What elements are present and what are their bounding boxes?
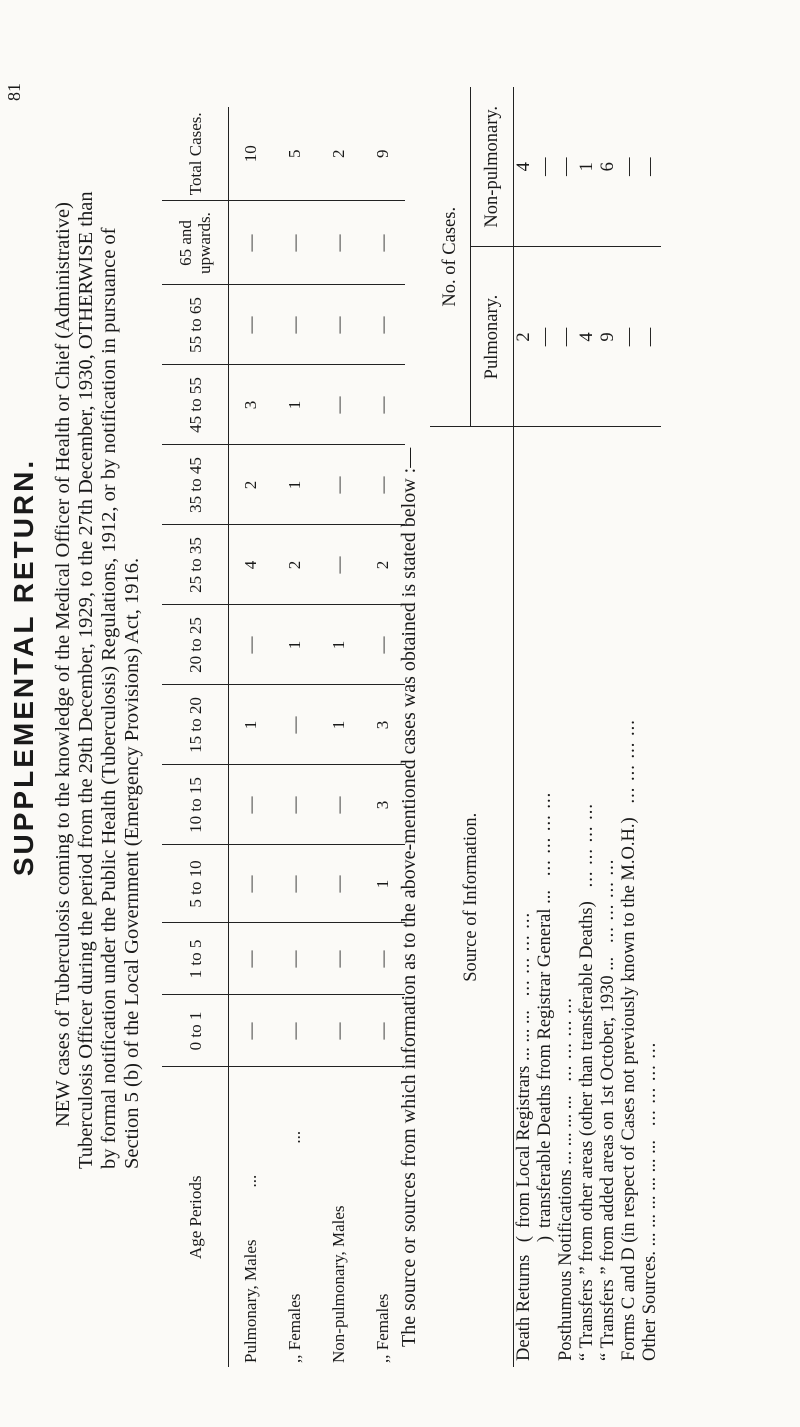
row-label: Non-pulmonary, Males: [329, 1205, 348, 1363]
age-col-header: 15 to 20: [162, 685, 229, 765]
table-row: [535, 87, 556, 1367]
table-cell: 2: [317, 107, 361, 201]
table-cell: —: [361, 995, 405, 1067]
pulmonary-count: —: [556, 247, 577, 427]
pulmonary-count: 9: [598, 247, 619, 427]
source-table: [430, 87, 661, 1367]
table-cell: —: [229, 995, 274, 1067]
table-cell: —: [273, 765, 317, 845]
table-cell: 1: [317, 605, 361, 685]
table-cell: 1: [361, 845, 405, 923]
intro-line: Section 5 (b) of the Local Government (Emergency Provisions) Act, 1916.: [121, 557, 143, 1169]
page-number: 81: [4, 83, 24, 101]
table-row: [317, 107, 361, 1367]
pulmonary-count: 4: [577, 247, 598, 427]
table-row: [514, 87, 536, 1367]
table-cell: —: [317, 525, 361, 605]
table-cell: —: [229, 201, 274, 285]
table-cell: —: [229, 285, 274, 365]
pulmonary-count: —: [619, 247, 640, 427]
table-row: [598, 87, 619, 1367]
table-cell: —: [361, 445, 405, 525]
table-cell: —: [361, 365, 405, 445]
table-cell: —: [361, 285, 405, 365]
age-col-header: 35 to 45: [162, 445, 229, 525]
table-cell: 3: [361, 765, 405, 845]
table-cell: —: [273, 845, 317, 923]
table-cell: 4: [229, 525, 274, 605]
pulmonary-count: 2: [514, 247, 536, 427]
source-label: )transferable Deaths from Registrar General ... ... ... ... ...: [535, 427, 556, 1367]
table-row: [640, 87, 661, 1367]
nonpulmonary-count: —: [556, 157, 576, 176]
table-cell: —: [273, 685, 317, 765]
table-row: [229, 107, 274, 1367]
table-cell: —: [273, 923, 317, 995]
table-cell: 2: [229, 445, 274, 525]
intro-line: Tuberculosis Officer during the period from the 29th December, 1929, to the 27th December, 1930, OTHERWISE than: [75, 191, 97, 1169]
nonpulmonary-count: —: [640, 157, 660, 176]
age-corner-header: Age Periods: [162, 1067, 229, 1367]
age-col-header: 0 to 1: [162, 995, 229, 1067]
table-cell: —: [361, 605, 405, 685]
table-cell: 5: [273, 107, 317, 201]
source-label: Forms C and D (in respect of Cases not previously known to the M.O.H.) ... ... ... ...: [619, 427, 640, 1367]
source-header: Source of Information.: [430, 427, 514, 1367]
age-col-header: 10 to 15: [162, 765, 229, 845]
table-row: [577, 87, 598, 1367]
table-cell: 2: [273, 525, 317, 605]
age-col-header: Total Cases.: [162, 107, 229, 201]
table-cell: —: [317, 923, 361, 995]
age-col-header: 25 to 35: [162, 525, 229, 605]
age-col-header: 55 to 65: [162, 285, 229, 365]
page-title: SUPPLEMENTAL RETURN.: [8, 457, 39, 877]
row-label: ,, Females: [373, 1293, 392, 1363]
nonpulmonary-header: Non-pulmonary.: [481, 105, 502, 228]
age-col-header: 1 to 5: [162, 923, 229, 995]
table-row: [556, 87, 577, 1367]
age-header-row: [162, 107, 229, 1367]
table-cell: 1: [229, 685, 274, 765]
age-period-table: [162, 107, 405, 1367]
row-label: Pulmonary, Males...: [241, 1174, 260, 1363]
table-cell: 1: [273, 605, 317, 685]
nonpulmonary-count: 1: [577, 162, 597, 172]
intro-paragraph: [52, 119, 144, 1169]
table-row: [619, 87, 640, 1367]
table-cell: —: [317, 201, 361, 285]
table-cell: —: [317, 445, 361, 525]
nonpulmonary-count: —: [619, 157, 639, 176]
age-col-header: 5 to 10: [162, 845, 229, 923]
table-cell: —: [229, 605, 274, 685]
table-cell: 1: [317, 685, 361, 765]
table-cell: —: [317, 845, 361, 923]
table-cell: —: [317, 765, 361, 845]
nonpulmonary-count: 6: [598, 162, 618, 172]
table-cell: 9: [361, 107, 405, 201]
pulmonary-count: —: [640, 247, 661, 427]
table-cell: —: [273, 995, 317, 1067]
source-label: Posthumous Notifications ... ... ... ... ... ... ... ...: [556, 427, 577, 1367]
table-cell: —: [229, 845, 274, 923]
pulmonary-header: Pulmonary.: [471, 247, 514, 427]
cases-header: No. of Cases.: [430, 87, 471, 427]
table-cell: —: [317, 995, 361, 1067]
table-cell: —: [317, 285, 361, 365]
source-label: Other Sources. ... ... ... ... ... ... ... ... ... ...: [640, 427, 661, 1367]
age-col-header: 65 and upwards.: [162, 201, 229, 285]
table-cell: 3: [361, 685, 405, 765]
source-header-row: [430, 87, 471, 1367]
table-cell: 10: [229, 107, 274, 201]
source-label: Death Returns (from Local Registrars ... ... ... ... ... ... ...: [514, 427, 536, 1367]
intro-line: NEW cases of Tuberculosis coming to the knowledge of the Medical Officer of Health or Chief (Administrative): [52, 202, 74, 1127]
table-cell: —: [317, 365, 361, 445]
table-cell: —: [229, 765, 274, 845]
nonpulmonary-count: —: [535, 157, 555, 176]
table-cell: 2: [361, 525, 405, 605]
pulmonary-count: —: [535, 247, 556, 427]
intro-line: by formal notification under the Public Health (Tuberculosis) Regulations, 1912, or by notification in pursuance of: [98, 227, 120, 1169]
table-cell: 3: [229, 365, 274, 445]
row-label: ,, Females...: [285, 1130, 304, 1363]
source-label: “ Transfers ” from added areas on 1st October, 1930 ... ... ... ... ...: [598, 427, 619, 1367]
table-cell: 1: [273, 365, 317, 445]
table-cell: —: [273, 285, 317, 365]
source-note: The source or sources from which information as to the above-mentioned cases was obtained is stated below :—: [398, 447, 420, 1347]
age-col-header: 20 to 25: [162, 605, 229, 685]
table-cell: 1: [273, 445, 317, 525]
nonpulmonary-count: 4: [514, 87, 536, 247]
table-cell: —: [361, 201, 405, 285]
table-cell: —: [361, 923, 405, 995]
table-cell: —: [229, 923, 274, 995]
table-row: [273, 107, 317, 1367]
age-col-header: 45 to 55: [162, 365, 229, 445]
table-cell: —: [273, 201, 317, 285]
source-label: “ Transfers ” from other areas (other than transferable Deaths) ... ... ... ...: [577, 427, 598, 1367]
